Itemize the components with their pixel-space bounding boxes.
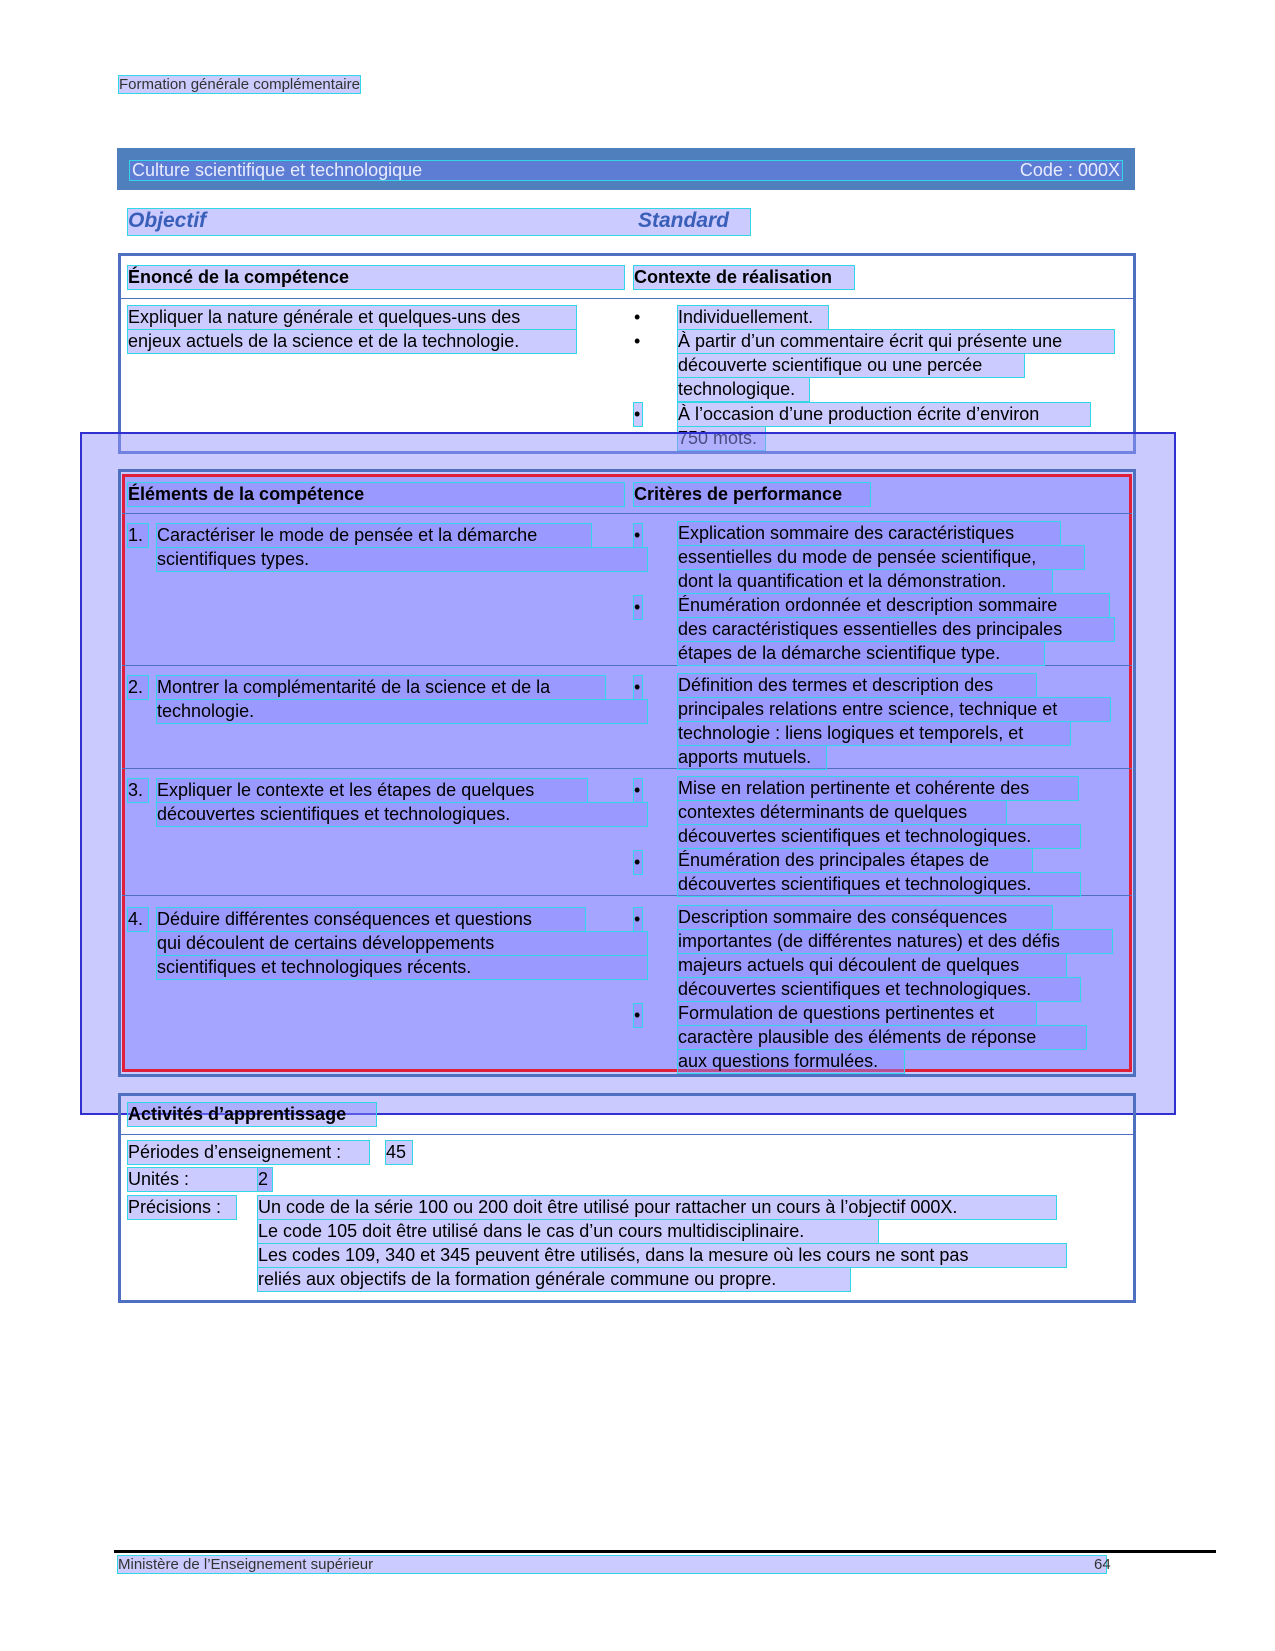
criteria-line: Énumération ordonnée et description sommaire [678,594,1109,617]
element-number: 3. [128,779,148,802]
element-line: qui découlent de certains développements [157,932,647,955]
bullet-icon: • [634,404,641,424]
title-bar [117,148,1135,190]
criteria-line: Mise en relation pertinente et cohérente des [678,777,1078,800]
criteria-line: essentielles du mode de pensée scientifique, [678,546,1084,569]
course-code: Code : 000X [1019,160,1120,180]
bullet-icon: • [634,307,641,327]
bullet-icon: • [634,677,641,697]
enonce-line: enjeux actuels de la science et de la technologie. [128,330,576,353]
bullet-icon: • [634,331,641,351]
criteria-line: principales relations entre science, technique et [678,698,1110,721]
standard-label: Standard [638,209,730,232]
criteria-line: majeurs actuels qui découlent de quelques [678,954,1066,977]
element-line: scientifiques types. [157,548,647,571]
divider [122,665,1132,666]
criteria-line: découvertes scientifiques et technologiques. [678,825,1080,848]
divider [122,513,1132,514]
criteria-line: Formulation de questions pertinentes et [678,1002,1036,1025]
element-line: technologie. [157,700,647,723]
criteria-line: importantes (de différentes natures) et des défis [678,930,1112,953]
unites-label: Unités : [128,1168,272,1191]
criteria-line: Description sommaire des conséquences [678,906,1052,929]
element-line: Caractériser le mode de pensée et la démarche [157,524,591,547]
precisions-label: Précisions : [128,1196,236,1219]
precisions-line: Un code de la série 100 ou 200 doit être utilisé pour rattacher un cours à l’objectif 000X. [258,1196,1056,1219]
criteria-line: caractère plausible des éléments de réponse [678,1026,1086,1049]
periodes-label: Périodes d’enseignement : [128,1141,369,1164]
objectif-standard-row [128,209,750,235]
element-line: découvertes scientifiques et technologiques. [157,803,647,826]
footer-rule [114,1550,1216,1553]
divider [121,298,1133,299]
contexte-line: découverte scientifique ou une percée [678,354,1024,377]
criteria-line: Explication sommaire des caractéristiques [678,522,1060,545]
contexte-line: À l’occasion d’une production écrite d’environ [678,403,1090,426]
elements-header-left: Éléments de la compétence [128,483,624,506]
criteria-line: découvertes scientifiques et technologiques. [678,978,1080,1001]
footer-ministry: Ministère de l’Enseignement supérieur [118,1556,1106,1573]
enonce-line: Expliquer la nature générale et quelques-uns des [128,306,576,329]
contexte-line: À partir d’un commentaire écrit qui présente une [678,330,1114,353]
competence-header-right: Contexte de réalisation [634,266,854,289]
criteria-line: apports mutuels. [678,746,826,769]
bullet-icon: • [634,909,641,929]
competence-header-left: Énoncé de la compétence [128,266,624,289]
objectif-label: Objectif [128,209,207,232]
criteria-line: Définition des termes et description des [678,674,1036,697]
running-head: Formation générale complémentaire [119,76,360,93]
contexte-line: technologique. [678,378,809,401]
unites-value: 2 [258,1168,272,1191]
divider [121,1134,1133,1135]
elements-header-right: Critères de performance [634,483,870,506]
criteria-line: découvertes scientifiques et technologiques. [678,873,1080,896]
element-line: scientifiques et technologiques récents. [157,956,647,979]
element-line: Expliquer le contexte et les étapes de quelques [157,779,587,802]
periodes-value: 45 [386,1141,412,1164]
element-line: Déduire différentes conséquences et questions [157,908,585,931]
bullet-icon: • [634,1005,641,1025]
element-number: 4. [128,908,148,931]
contexte-line: Individuellement. [678,306,828,329]
bullet-icon: • [634,780,641,800]
criteria-line: Énumération des principales étapes de [678,849,1032,872]
divider [122,768,1132,769]
criteria-line: technologie : liens logiques et temporels, et [678,722,1070,745]
criteria-line: des caractéristiques essentielles des principales [678,618,1114,641]
element-number: 2. [128,676,148,699]
criteria-line: étapes de la démarche scientifique type. [678,642,1044,665]
course-title: Culture scientifique et technologique [132,160,423,180]
precisions-line: Les codes 109, 340 et 345 peuvent être utilisés, dans la mesure où les cours ne sont pas [258,1244,1066,1267]
precisions-line: Le code 105 doit être utilisé dans le cas d’un cours multidisciplinaire. [258,1220,878,1243]
element-number: 1. [128,524,148,547]
criteria-line: aux questions formulées. [678,1050,904,1073]
bullet-icon: • [634,852,641,872]
activites-header: Activités d’apprentissage [128,1103,376,1126]
precisions-line: reliés aux objectifs de la formation générale commune ou propre. [258,1268,850,1291]
criteria-line: dont la quantification et la démonstration. [678,570,1052,593]
bullet-icon: • [634,597,641,617]
criteria-line: contextes déterminants de quelques [678,801,1006,824]
bullet-icon: • [634,525,641,545]
page-number: 64 [1094,1556,1111,1573]
element-line: Montrer la complémentarité de la science et de la [157,676,605,699]
